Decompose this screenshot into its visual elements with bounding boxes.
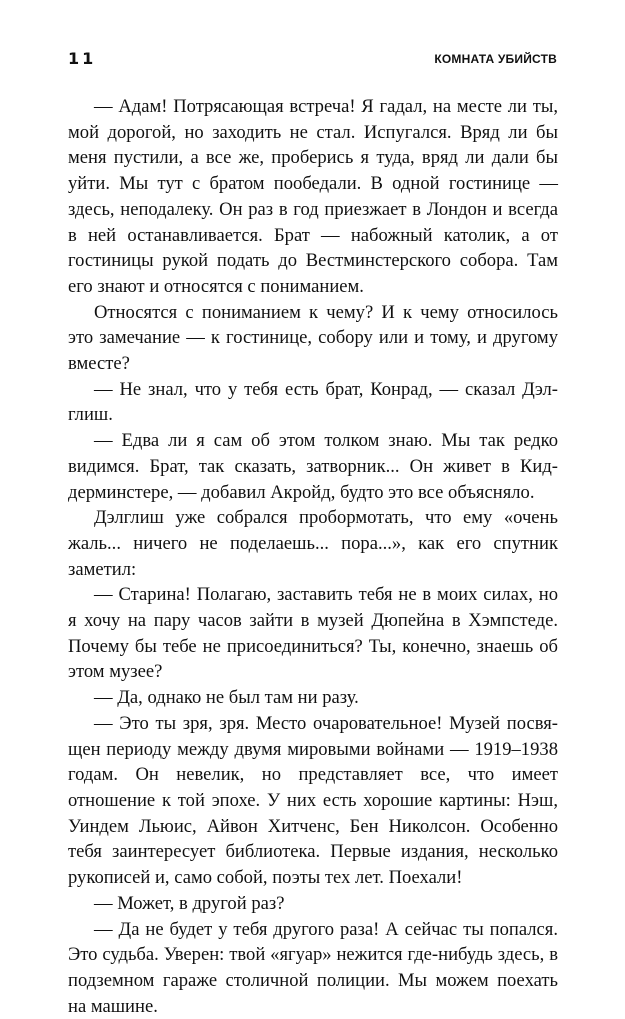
- paragraph: Относятся с пониманием к чему? И к чему относилось это замечание — к гостинице, собору или и тому, и другому вместе?: [68, 300, 558, 377]
- running-title: КОМНАТА УБИЙСТВ: [434, 52, 557, 66]
- paragraph: — Старина! Полагаю, заставить тебя не в моих силах, но я хочу на пару часов зайти в музей Дюпейна в Хэмпстеде. Почему бы тебе не присоединиться? Ты, конечно, знаешь об этом музее?: [68, 582, 558, 685]
- paragraph: — Да не будет у тебя другого раза! А сейчас ты попался. Это судьба. Уверен: твой «ягуар» нежится где-нибудь здесь, в подземном гараже столичной полиции. Мы можем поехать на машине.: [68, 917, 558, 1019]
- paragraph: Дэлглиш уже собрался пробормотать, что ему «очень жаль... ничего не поделаешь... пора...», как его спутник заметил:: [68, 505, 558, 582]
- paragraph: — Может, в другой раз?: [68, 891, 558, 917]
- paragraph: — Не знал, что у тебя есть брат, Конрад, — сказал Дэлглиш.: [68, 377, 558, 428]
- running-head: [68, 50, 557, 70]
- paragraph: — Да, однако не был там ни разу.: [68, 685, 558, 711]
- paragraph: — Адам! Потрясающая встреча! Я гадал, на месте ли ты, мой дорогой, но заходить не стал. Испугался. Вряд ли бы меня пустили, а все же, проберись я туда, вряд ли дали бы уйти. Мы тут с братом пообедали. В одной гостинице — здесь, неподалеку. Он раз в год приезжает в Лондон и всегда в ней останавливается. Брат — набожный католик, а от гостиницы рукой подать до Вестминстерского собора. Там его знают и относятся с пониманием.: [68, 94, 558, 300]
- paragraph: — Едва ли я сам об этом толком знаю. Мы так редко видимся. Брат, так сказать, затворник... Он живет в Киддерминстере, — добавил Акройд, будто это все объясняло.: [68, 428, 558, 505]
- page-number: 11: [68, 50, 96, 68]
- body-text: [68, 94, 558, 1019]
- paragraph: — Это ты зря, зря. Место очаровательное! Музей посвящен периоду между двумя мировыми войнами — 1919–1938 годам. Он невелик, но представляет все, что имеет отношение к той эпохе. У них есть хорошие картины: Нэш, Уиндем Льюис, Айвон Хитченс, Бен Николсон. Особенно тебя заинтересует библиотека. Первые издания, несколько рукописей и, само собой, поэты тех лет. Поехали!: [68, 711, 558, 891]
